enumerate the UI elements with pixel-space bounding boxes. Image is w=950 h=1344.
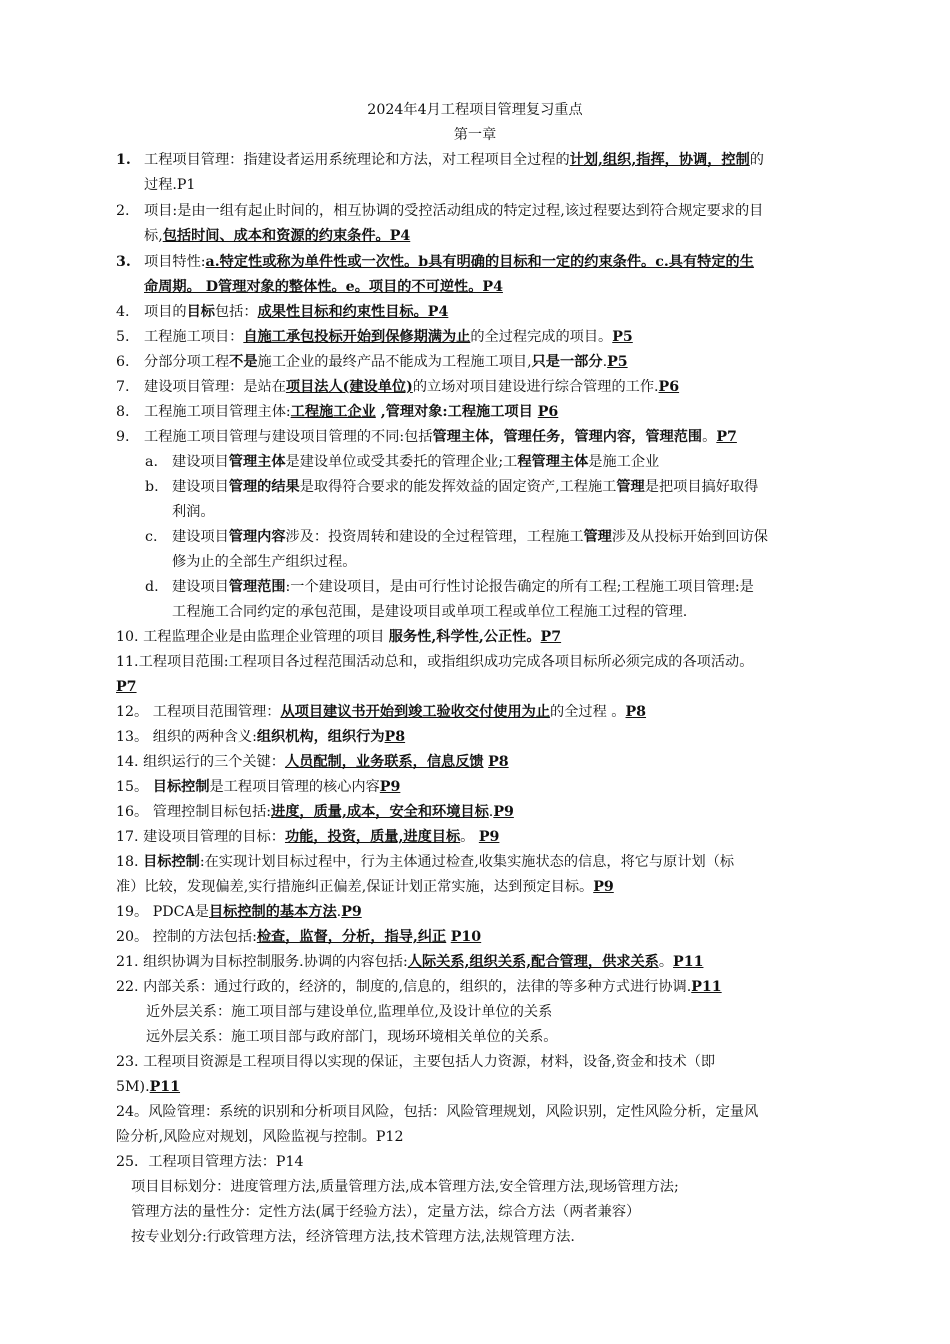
emphasis-text: 检查，监督，分析，指导,纠正 [256, 929, 447, 945]
text-line [172, 577, 754, 597]
text-run: 。 [460, 829, 479, 845]
text-run: 23. 工程项目资源是工程项目得以实现的保证，主要包括人力资源，材料，设备,资金和技术（即 [116, 1054, 716, 1070]
text-run: 5M). [116, 1079, 150, 1095]
text-run: 17. 建设项目管理的目标： [116, 829, 285, 845]
text-line [172, 477, 758, 497]
text-run: 15。 [116, 779, 153, 795]
text-run: . [602, 354, 608, 370]
text-run: 准）比较，发现偏差,实行措施纠正偏差,保证计划正常实施，达到预定目标。 [116, 879, 594, 895]
bold-text: 管理的结果 [228, 479, 300, 495]
item-number [116, 150, 131, 170]
item-number [116, 427, 130, 447]
text-run: :一个建设项目，是由可行性讨论报告确定的所有工程;工程施工项目管理:是 [285, 579, 754, 595]
text-run: 是取得符合要求的能发挥效益的固定资产,工程施工 [299, 479, 617, 495]
emphasis-text: 人际关系,组织关系,配合管理，供求关系 [407, 954, 659, 970]
emphasis-text: P11 [149, 1079, 181, 1095]
text-run: 建设项目 [172, 479, 229, 495]
text-line [144, 427, 737, 447]
text-run: 按专业划分:行政管理方法，经济管理方法,技术管理方法,法规管理方法. [131, 1229, 575, 1245]
emphasis-text: P5 [607, 354, 628, 370]
text-run: 的立场对项目建设进行综合管理的工作. [412, 379, 659, 395]
text-run: . [336, 904, 342, 920]
text-run: 16。 管理控制目标包括: [116, 804, 272, 820]
text-line [116, 827, 499, 847]
emphasis-text: 目标控制的基本方法 [208, 904, 337, 920]
text-line [144, 352, 628, 372]
emphasis-text: 项目法人(建设单位) [285, 379, 413, 395]
item-number [116, 327, 130, 347]
text-run: 的 [749, 152, 764, 168]
text-line [144, 302, 448, 322]
text-run: 9. [116, 429, 130, 445]
text-run: 利润。 [172, 504, 215, 520]
text-run: 22. 内部关系：通过行政的，经济的，制度的,信息的，组织的，法律的等多种方式进行协调. [116, 979, 692, 995]
emphasis-text: 进度，质量,成本，安全和环境目标 [271, 804, 489, 820]
emphasis-text: 人员配制，业务联系，信息反馈 [284, 754, 484, 770]
item-number [116, 252, 131, 272]
text-line [144, 175, 195, 195]
text-line [116, 627, 561, 647]
text-line [146, 1027, 557, 1047]
text-run: :在实现计划目标过程中，行为主体通过检查,收集实施状态的信息，将它与原计划（标 [199, 854, 735, 870]
emphasis-text: 计划,组织,指挥，协调，控制 [569, 152, 750, 168]
text-run: 20。 控制的方法包括: [116, 929, 257, 945]
emphasis-text: P8 [488, 754, 509, 770]
emphasis-text: 工程施工企业 [290, 404, 376, 420]
text-run: 工程施工项目管理与建设项目管理的不同:包括 [144, 429, 433, 445]
text-line [144, 377, 679, 397]
bold-text: 1. [116, 152, 131, 168]
text-line [116, 1127, 404, 1147]
bold-text: 管理范围 [228, 579, 286, 595]
text-run: 是施工企业 [588, 454, 660, 470]
text-run: 项目目标划分：进度管理方法,质量管理方法,成本管理方法,安全管理方法,现场管理方法; [131, 1179, 679, 1195]
text-run: 管理方法的量性分：定性方法(属于经验方法），定量方法，综合方法（两者兼容） [131, 1204, 641, 1220]
text-run: 14. 组织运行的三个关键： [116, 754, 285, 770]
emphasis-text: P6 [658, 379, 680, 395]
bold-text: 管理 [616, 479, 645, 495]
emphasis-text: P10 [450, 929, 482, 945]
emphasis-text: P8 [625, 704, 647, 720]
text-line [172, 502, 215, 522]
text-line [116, 1152, 304, 1172]
text-line [116, 877, 614, 897]
bold-text: ,管理对象:工程施工项目 [375, 404, 538, 420]
text-line [116, 852, 734, 872]
emphasis-text: P9 [593, 879, 614, 895]
emphasis-text: P6 [537, 404, 559, 420]
text-line [116, 802, 514, 822]
emphasis-text: P11 [673, 954, 704, 970]
sub-item-letter [145, 477, 159, 497]
text-run: 8. [116, 404, 130, 420]
text-line [172, 527, 768, 547]
text-run: 分部分项工程 [144, 354, 230, 370]
emphasis-text: a.特定性或称为单件性或一次性。b具有明确的目标和一定的约束条件。c.具有特定的生 [205, 254, 754, 270]
sub-item-letter [145, 527, 157, 547]
text-run: d. [145, 579, 159, 595]
bold-text: 服务性,科学性,公正性。 [388, 629, 541, 645]
text-line [116, 777, 400, 797]
text-line [116, 902, 362, 922]
text-run: 7. [116, 379, 130, 395]
emphasis-text: 从项目建议书开始到竣工验收交付使用为止 [280, 704, 551, 720]
text-run: 是建设单位或受其委托的管理企业;工 [285, 454, 518, 470]
sub-item-letter [145, 452, 158, 472]
text-run: 过程.P1 [144, 177, 196, 193]
text-run: 项目:是由一组有起止时间的，相互协调的受控活动组成的特定过程,该过程要达到符合规定要求的目 [144, 203, 764, 219]
bold-text: 管理 [583, 529, 612, 545]
text-line [116, 927, 481, 947]
text-run: 的全过程 。 [550, 704, 626, 720]
text-run: 工程施工项目管理主体: [144, 404, 291, 420]
text-run: 4. [116, 304, 130, 320]
item-number [116, 402, 130, 422]
text-run: 修为止的全部生产组织过程。 [172, 554, 357, 570]
item-number [116, 302, 130, 322]
text-line [116, 702, 646, 722]
text-run: 2. [116, 203, 130, 219]
document-title: 2024年4月工程项目管理复习重点 [367, 102, 583, 118]
bold-text: 管理主体，管理任务，管理内容，管理范围 [432, 429, 703, 445]
text-run: 6. [116, 354, 130, 370]
text-run: 21. 组织协调为目标控制服务.协调的内容包括: [116, 954, 408, 970]
bold-text: 管理内容 [228, 529, 286, 545]
text-run: 建设项目 [172, 579, 229, 595]
text-run: 25．工程项目管理方法：P14 [116, 1154, 304, 1170]
emphasis-text: P9 [478, 829, 500, 845]
emphasis-text: P8 [384, 729, 406, 745]
text-line [144, 402, 558, 422]
item-number [116, 377, 130, 397]
text-line [116, 952, 703, 972]
emphasis-text: 命周期。 D管理对象的整体性。e。项目的不可逆性。P4 [144, 279, 503, 295]
text-run: 11.工程项目范围:工程项目各过程范围活动总和，或指组织成功完成各项目标所必须完成的各项活动。 [116, 654, 754, 670]
text-run: 10. 工程监理企业是由监理企业管理的项目 [116, 629, 389, 645]
text-line [116, 1077, 180, 1097]
text-run: 包括： [214, 304, 258, 320]
text-run: a. [145, 454, 158, 470]
emphasis-text: P9 [379, 779, 401, 795]
text-line [146, 1002, 552, 1022]
text-run: 近外层关系：施工项目部与建设单位,监理单位,及设计单位的关系 [146, 1004, 553, 1020]
text-line [131, 1227, 575, 1247]
text-run: 19。 PDCA是 [116, 904, 209, 920]
text-line [172, 602, 687, 622]
text-line [116, 1052, 715, 1072]
item-number [116, 352, 130, 372]
text-run: 工程项目管理：指建设者运用系统理论和方法，对工程项目全过程的 [144, 152, 570, 168]
text-line [144, 150, 764, 170]
text-run: 建设项目 [172, 529, 229, 545]
text-line [131, 1202, 640, 1222]
text-run: 的全过程完成的项目。 [470, 329, 613, 345]
text-run: b. [145, 479, 159, 495]
text-run: 工程施工合同约定的承包范围，是建设项目或单项工程或单位工程施工过程的管理. [172, 604, 688, 620]
bold-text: 不是 [229, 354, 258, 370]
text-line [116, 727, 405, 747]
text-run: 项目的 [144, 304, 187, 320]
bold-text: 程管理主体 [517, 454, 589, 470]
bold-text: 目标控制 [152, 779, 210, 795]
text-run: 13。 组织的两种含义: [116, 729, 257, 745]
emphasis-text: P7 [540, 629, 562, 645]
emphasis-text: 自施工承包投标开始到保修期满为止 [243, 329, 471, 345]
text-line [144, 327, 633, 347]
item-number [116, 201, 130, 221]
text-run: 涉及从投标开始到回访保 [611, 529, 768, 545]
text-line [144, 252, 754, 272]
text-run: 建设项目管理：是站在 [144, 379, 286, 395]
emphasis-text: P7 [716, 429, 737, 445]
text-run: 建设项目 [172, 454, 229, 470]
text-run: 。 [658, 954, 674, 970]
text-run: 5. [116, 329, 130, 345]
bold-text: 目标控制 [143, 854, 200, 870]
text-line [144, 226, 410, 246]
text-line [172, 452, 659, 472]
text-line [116, 752, 509, 772]
bold-text: 只是一部分 [531, 354, 603, 370]
text-run: 险分析,风险应对规划，风险监视与控制。P12 [116, 1129, 404, 1145]
bold-text: 3. [116, 254, 131, 270]
text-line [116, 1102, 758, 1122]
emphasis-text: 成果性目标和约束性目标。P4 [257, 304, 449, 320]
emphasis-text: 功能，投资，质量,进度目标 [284, 829, 461, 845]
emphasis-text: 包括时间、成本和资源的约束条件。P4 [162, 228, 411, 244]
text-run: . [488, 804, 494, 820]
bold-text: 组织机构，组织行为 [256, 729, 385, 745]
text-run: 18. [116, 854, 144, 870]
text-run: 。 [702, 429, 717, 445]
bold-text: 目标 [186, 304, 215, 320]
text-line [116, 652, 753, 672]
text-line [144, 277, 503, 297]
emphasis-text: P9 [341, 904, 362, 920]
text-line [116, 977, 722, 997]
text-run: 是把项目搞好取得 [644, 479, 759, 495]
text-run: 项目特性: [144, 254, 206, 270]
text-run: 12。 工程项目范围管理： [116, 704, 281, 720]
text-run: 24。风险管理：系统的识别和分析项目风险，包括：风险管理规划，风险识别，定性风险分析，定量风 [116, 1104, 759, 1120]
text-run: 工程施工项目： [144, 329, 244, 345]
emphasis-text: P9 [493, 804, 514, 820]
emphasis-text: P7 [116, 679, 137, 695]
emphasis-text: P5 [612, 329, 633, 345]
text-run: 施工企业的最终产品不能成为工程施工项目, [257, 354, 532, 370]
text-run: 涉及：投资周转和建设的全过程管理，工程施工 [285, 529, 584, 545]
text-line [116, 677, 137, 697]
text-line [131, 1177, 679, 1197]
text-run: 远外层关系：施工项目部与政府部门，现场环境相关单位的关系。 [146, 1029, 558, 1045]
text-run: c. [145, 529, 158, 545]
text-run: 是工程项目管理的核心内容 [209, 779, 380, 795]
text-line [144, 201, 763, 221]
chapter-heading: 第一章 [453, 127, 497, 143]
text-run: 标, [144, 228, 163, 244]
emphasis-text: P11 [691, 979, 722, 995]
bold-text: 管理主体 [228, 454, 286, 470]
sub-item-letter [145, 577, 159, 597]
text-line [172, 552, 356, 572]
